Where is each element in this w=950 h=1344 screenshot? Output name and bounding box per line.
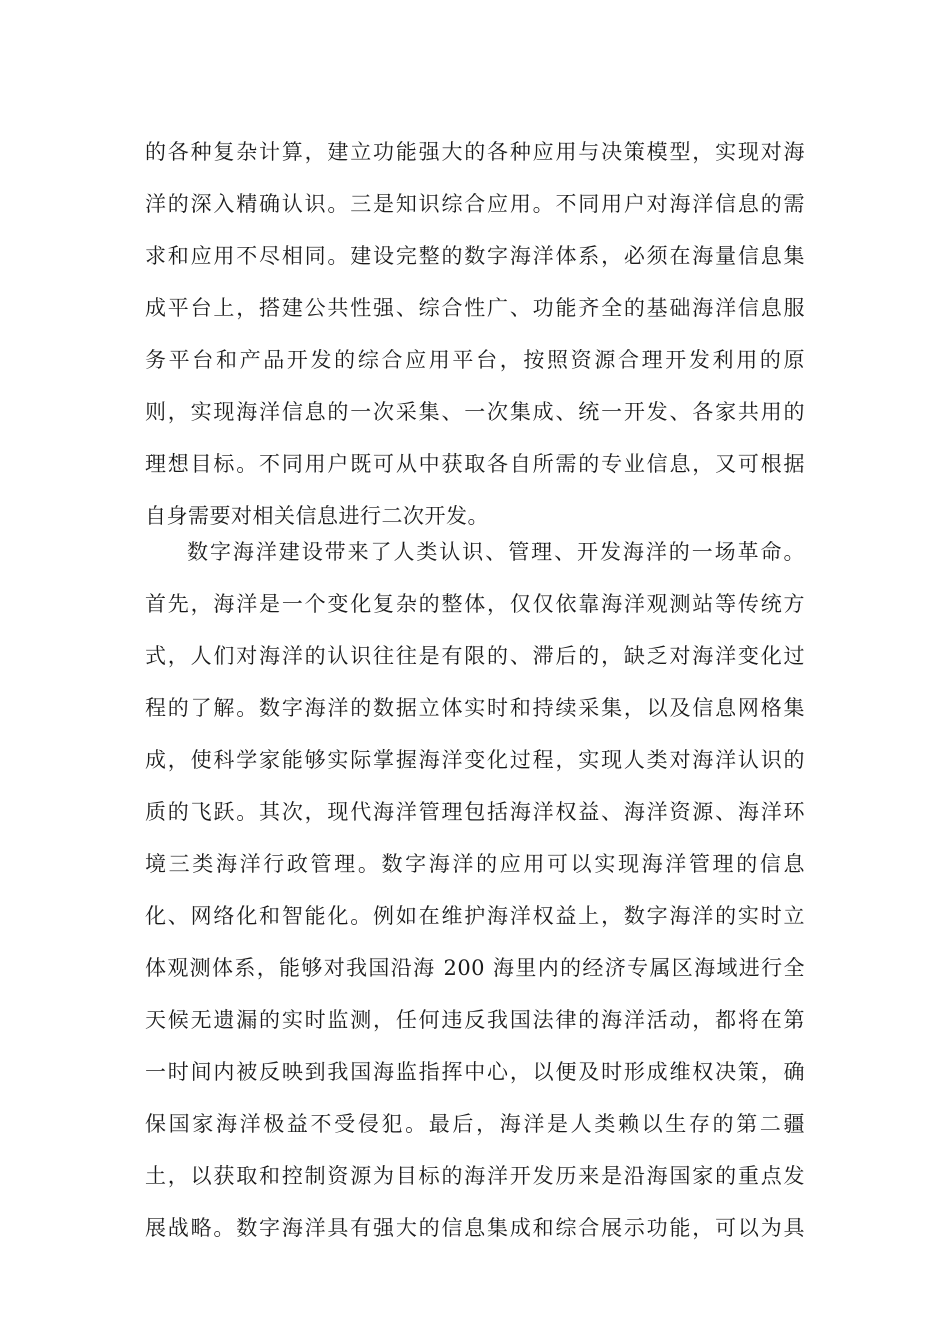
paragraph-line: 数字海洋建设带来了人类认识、管理、开发海洋的一场革命。 [187, 540, 805, 564]
paragraph-1 [145, 126, 805, 542]
paragraph-2 [145, 526, 805, 1254]
paragraph-line: 天候无遗漏的实时监测，任何违反我国法律的海洋活动，都将在第 [145, 1008, 805, 1032]
paragraph-line: 则，实现海洋信息的一次采集、一次集成、统一开发、各家共用的 [145, 400, 805, 424]
paragraph-line: 自身需要对相关信息进行二次开发。 [145, 504, 489, 528]
paragraph-line: 的各种复杂计算，建立功能强大的各种应用与决策模型，实现对海 [145, 140, 805, 164]
paragraph-line: 理想目标。不同用户既可从中获取各自所需的专业信息，又可根据 [145, 452, 805, 476]
paragraph-line: 展战略。数字海洋具有强大的信息集成和综合展示功能，可以为具 [145, 1216, 805, 1240]
paragraph-line: 土，以获取和控制资源为目标的海洋开发历来是沿海国家的重点发 [145, 1164, 805, 1188]
paragraph-line: 体观测体系，能够对我国沿海 200 海里内的经济专属区海域进行全 [145, 956, 805, 980]
paragraph-line: 成平台上，搭建公共性强、综合性广、功能齐全的基础海洋信息服 [145, 296, 805, 320]
paragraph-line: 首先，海洋是一个变化复杂的整体，仅仅依靠海洋观测站等传统方 [145, 592, 805, 616]
paragraph-line: 质的飞跃。其次，现代海洋管理包括海洋权益、海洋资源、海洋环 [145, 800, 805, 824]
paragraph-line: 保国家海洋极益不受侵犯。最后，海洋是人类赖以生存的第二疆 [145, 1112, 805, 1136]
paragraph-line: 程的了解。数字海洋的数据立体实时和持续采集，以及信息网格集 [145, 696, 805, 720]
paragraph-line: 成，使科学家能够实际掌握海洋变化过程，实现人类对海洋认识的 [145, 748, 805, 772]
paragraph-line: 洋的深入精确认识。三是知识综合应用。不同用户对海洋信息的需 [145, 192, 805, 216]
paragraph-line: 求和应用不尽相同。建设完整的数字海洋体系，必须在海量信息集 [145, 244, 805, 268]
paragraph-line: 一时间内被反映到我国海监指挥中心，以便及时形成维权决策，确 [145, 1060, 805, 1084]
paragraph-line: 化、网络化和智能化。例如在维护海洋权益上，数字海洋的实时立 [145, 904, 805, 928]
paragraph-line: 式，人们对海洋的认识往往是有限的、滞后的，缺乏对海洋变化过 [145, 644, 805, 668]
paragraph-line: 务平台和产品开发的综合应用平台，按照资源合理开发利用的原 [145, 348, 805, 372]
paragraph-line: 境三类海洋行政管理。数字海洋的应用可以实现海洋管理的信息 [145, 852, 805, 876]
